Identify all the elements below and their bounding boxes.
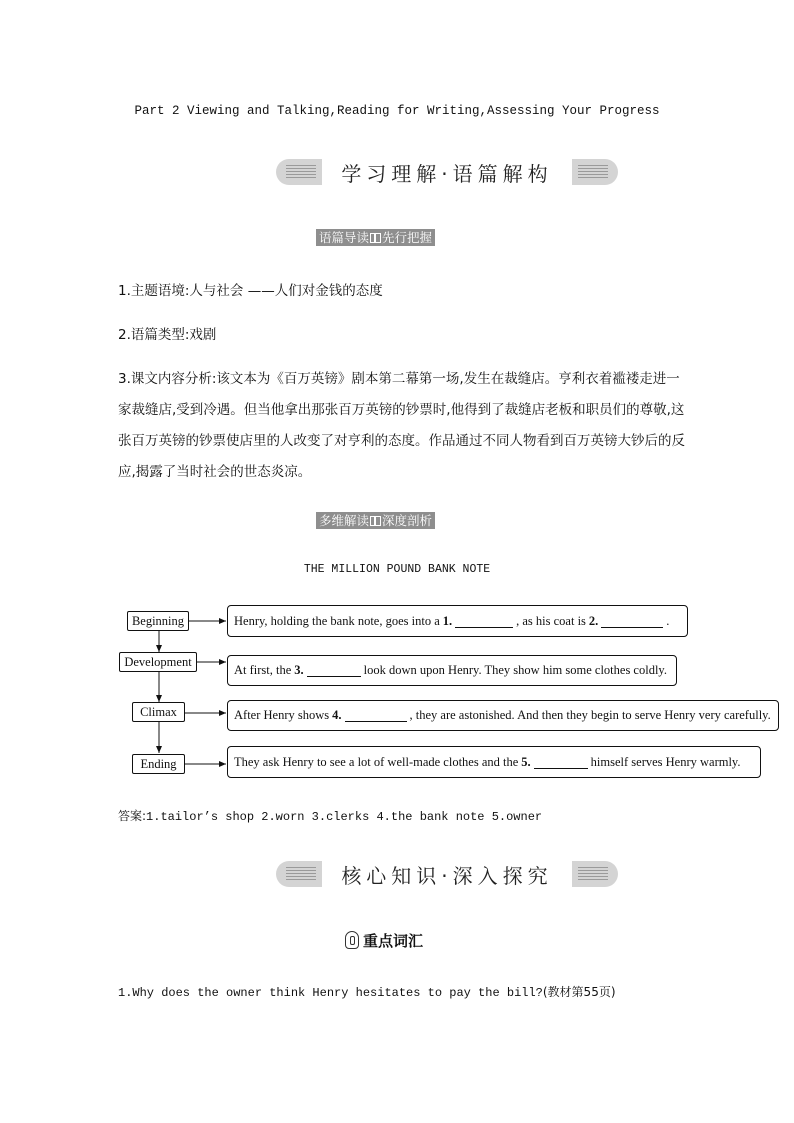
answer-blank [455, 615, 513, 628]
stage-text-beginning [227, 605, 688, 637]
section-banner-core [276, 861, 618, 887]
tag-right-label: 先行把握 [382, 230, 433, 245]
vocab-heading-text: 重点词汇 [363, 931, 424, 950]
diagram-title: THE MILLION POUND BANK NOTE [303, 563, 491, 576]
stage-label-climax: Climax [132, 702, 185, 722]
answer-text: 1.tailor’s shop 2.worn 3.clerks 4.the bank note 5.owner [146, 810, 543, 824]
answer-blank [307, 664, 361, 677]
genre-line: 2.语篇类型:戏剧 [118, 327, 217, 343]
blank-number: 3. [294, 663, 304, 677]
stage-text: , as his coat is [516, 613, 586, 628]
blank-number: 5. [521, 754, 531, 769]
answer-prefix: 答案: [118, 809, 147, 823]
tag-left-label: 语篇导读 [319, 230, 370, 245]
stage-text: . [666, 613, 670, 628]
stage-text-climax [227, 700, 779, 731]
stage-text: After Henry shows [234, 708, 330, 722]
stage-text-ending [227, 746, 761, 778]
stage-text: himself serves Henry warmly. [590, 754, 741, 769]
stage-text: They ask Henry to see a lot of well-made clothes and the [234, 754, 519, 769]
banner-title: 学习理解·语篇解构 [322, 159, 572, 185]
banner-title: 核心知识·深入探究 [322, 861, 572, 887]
answer-key [118, 807, 542, 824]
question-reference: (教材第55页) [542, 985, 616, 999]
tag-left-label: 多维解读 [319, 513, 370, 528]
question-1 [118, 983, 616, 1000]
theme-line: 1.主题语境:人与社会 ——人们对金钱的态度 [118, 283, 383, 299]
stage-label-ending: Ending [132, 754, 185, 774]
vocab-heading [345, 930, 423, 950]
blank-number: 2. [588, 613, 599, 628]
stage-text-development [227, 655, 677, 686]
blank-number: 1. [442, 613, 453, 628]
key-icon [345, 931, 359, 949]
stage-text: , they are astonished. And then they begin to serve Henry very carefully. [409, 708, 771, 722]
stage-text: Henry, holding the bank note, goes into a [234, 613, 440, 628]
answer-blank [345, 709, 407, 722]
stage-text: At first, the [234, 663, 292, 677]
stage-label-development: Development [119, 652, 197, 672]
content-analysis: 3.课文内容分析:该文本为《百万英镑》剧本第二幕第一场,发生在裁缝店。亨利衣着褴褛走进一家裁缝店,受到冷遇。但当他拿出那张百万英镑的钞票时,他得到了裁缝店老板和职员们的尊敬,这张百万英镑的钞票使店里的人改变了对亨利的态度。作品通过不同人物看到百万英镑大钞后的反应,揭露了当时社会的世态炎凉。 [118, 371, 685, 480]
tag-right-label: 深度剖析 [382, 513, 433, 528]
blank-number: 4. [332, 708, 342, 722]
answer-blank [601, 615, 663, 628]
question-text: 1.Why does the owner think Henry hesitates to pay the bill? [118, 986, 543, 1000]
stage-text: look down upon Henry. They show him some clothes coldly. [363, 663, 667, 677]
answer-blank [534, 756, 588, 769]
stage-label-beginning: Beginning [127, 611, 189, 631]
part-title: Part 2 Viewing and Talking,Reading for Writing,Assessing Your Progress [134, 104, 660, 118]
